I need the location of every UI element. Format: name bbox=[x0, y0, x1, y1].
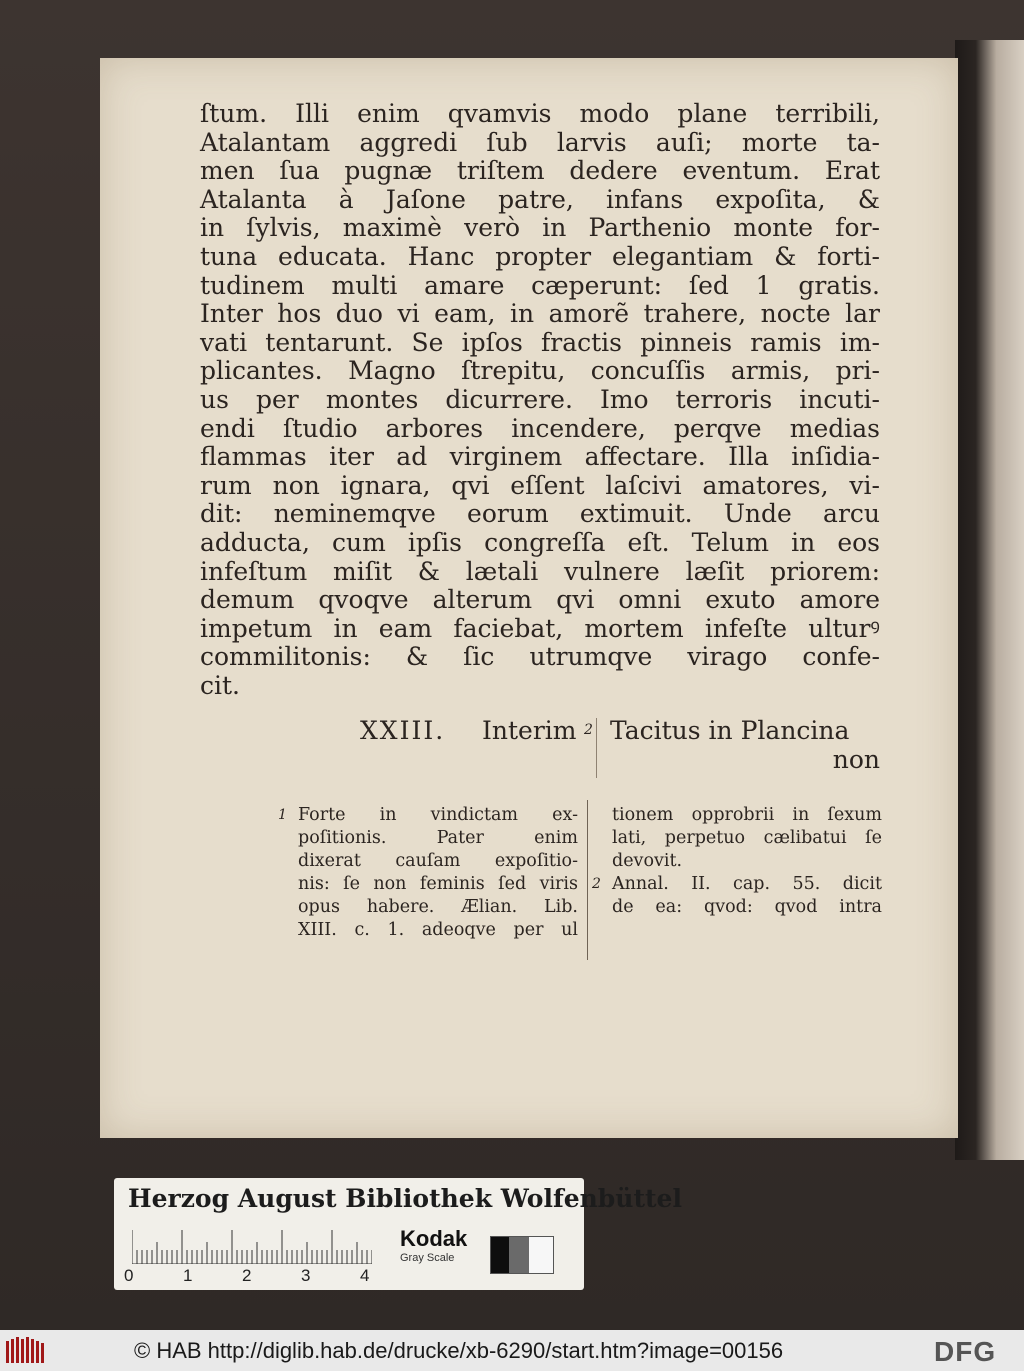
text-line: Atalanta à Jaſone patre, infans expoſita, & bbox=[200, 184, 880, 214]
facing-page-edge bbox=[955, 40, 1024, 1160]
footnote-line bbox=[298, 919, 578, 942]
text-line: plicantes. Magno ſtrepitu, concuſſis armis, pri- bbox=[200, 356, 880, 386]
footnote-line bbox=[298, 850, 578, 873]
footnote-line: devovit. bbox=[612, 851, 683, 871]
footnote-text: XIII. c. 1. adeoqve per ul bbox=[298, 920, 578, 940]
footnotes-right-column bbox=[592, 804, 882, 919]
text-line: endi ſtudio arbores incendere, perqve medias bbox=[200, 413, 880, 443]
footnote-text: poſitionis. Pater enim bbox=[298, 828, 578, 848]
footnote-divider bbox=[587, 800, 588, 960]
ruler-number: 0 bbox=[124, 1266, 134, 1285]
footnote-line: tionem opprobrii in ſexum bbox=[612, 805, 882, 825]
text-line: rum non ignara, qvi eſſent laſcivi amatores, vi- bbox=[200, 470, 880, 500]
footnote-text: Forte in vindictam ex- bbox=[298, 805, 578, 825]
ruler-number: 3 bbox=[301, 1266, 311, 1285]
footnote-reference: 2 bbox=[584, 722, 593, 738]
section-heading bbox=[200, 714, 880, 774]
footnote-line bbox=[592, 896, 882, 919]
text-line: impetum in eam faciebat, mortem infeſte ulturꝰ bbox=[200, 613, 880, 643]
ruler-number: 2 bbox=[242, 1266, 252, 1285]
footnote-text: opus habere. Ælian. Lib. bbox=[298, 897, 578, 917]
footnote-line bbox=[298, 827, 578, 850]
column-divider bbox=[596, 718, 597, 778]
footnote-text: Annal. II. cap. 55. dicit bbox=[612, 874, 882, 894]
footer-bar bbox=[0, 1330, 1024, 1371]
text-line: infeſtum miſit & lætali vulnere læſit priorem: bbox=[200, 556, 880, 586]
ruler-number: 4 bbox=[360, 1266, 370, 1285]
main-text-block bbox=[200, 100, 880, 700]
heading-right-line-1: Tacitus in Plancina bbox=[610, 716, 850, 745]
section-number: XXIII. bbox=[360, 716, 446, 745]
text-line: cit. bbox=[200, 670, 240, 700]
footnote-text: nis: ſe non feminis ſed viris bbox=[298, 874, 578, 894]
text-line: demum qvoqve alterum qvi omni exuto amore bbox=[200, 585, 880, 615]
heading-right-line-2: non bbox=[832, 745, 880, 774]
text-line: tudinem multi amare cæperunt: ſed 1 gratis. bbox=[200, 270, 880, 300]
text-line: tuna educata. Hanc propter elegantiam & forti- bbox=[200, 241, 880, 271]
footnote-marker: 1 bbox=[278, 807, 287, 823]
text-line: vati tentarunt. Se ipſos fractis pinneis ramis im- bbox=[200, 327, 880, 357]
library-name: Herzog August Bibliothek Wolfenbüttel bbox=[128, 1184, 682, 1213]
footnote-line: lati, perpetuo cælibatui ſe bbox=[612, 828, 882, 848]
gray-scale-caption: Gray Scale bbox=[400, 1252, 455, 1264]
text-line: Atalantam aggredi ſub larvis auſi; morte ta- bbox=[200, 127, 880, 157]
ruler-number: 1 bbox=[183, 1266, 193, 1285]
dfg-logo: DFG bbox=[934, 1336, 997, 1367]
hab-barcode-icon bbox=[6, 1337, 44, 1365]
text-line: flammas iter ad virginem affectare. Illa inſidia- bbox=[200, 442, 880, 472]
text-line: ſtum. Illi enim qvamvis modo plane terribili, bbox=[200, 99, 880, 128]
footnote-line bbox=[592, 873, 882, 896]
text-line: in ſylvis, maximè verò in Parthenio monte for- bbox=[200, 213, 880, 243]
footnote-text: dixerat cauſam expoſitio- bbox=[298, 851, 578, 871]
scale-ruler bbox=[132, 1230, 372, 1264]
text-line: commilitonis: & ſic utrumqve virago confe- bbox=[200, 642, 880, 672]
library-label-card bbox=[114, 1178, 682, 1290]
footnotes-left-column bbox=[278, 804, 578, 942]
kodak-logo: Kodak bbox=[400, 1226, 468, 1251]
section-first-word: Interim bbox=[482, 716, 577, 745]
text-line: us per montes dicurrere. Imo terroris incuti- bbox=[200, 384, 880, 414]
footnote-line bbox=[278, 804, 578, 827]
text-line: adducta, cum ipſis congreſſa eſt. Telum in eos bbox=[200, 527, 880, 557]
text-line: dit: neminemqve eorum extimuit. Unde arcu bbox=[200, 499, 880, 529]
footnote-marker: 2 bbox=[592, 876, 601, 892]
footnote-line bbox=[298, 896, 578, 919]
footer-copyright-url: © HAB http://diglib.hab.de/drucke/xb-6290/start.htm?image=00156 bbox=[134, 1338, 784, 1363]
gray-scale-swatches bbox=[490, 1236, 554, 1274]
text-line: Inter hos duo vi eam, in amorẽ trahere, nocte lar bbox=[200, 299, 880, 329]
footnote-line bbox=[298, 873, 578, 896]
footnote-text: de ea: qvod: qvod intra bbox=[612, 897, 882, 917]
text-line: men ſua pugnæ triſtem dedere eventum. Erat bbox=[200, 156, 880, 186]
heading-right bbox=[610, 716, 880, 774]
